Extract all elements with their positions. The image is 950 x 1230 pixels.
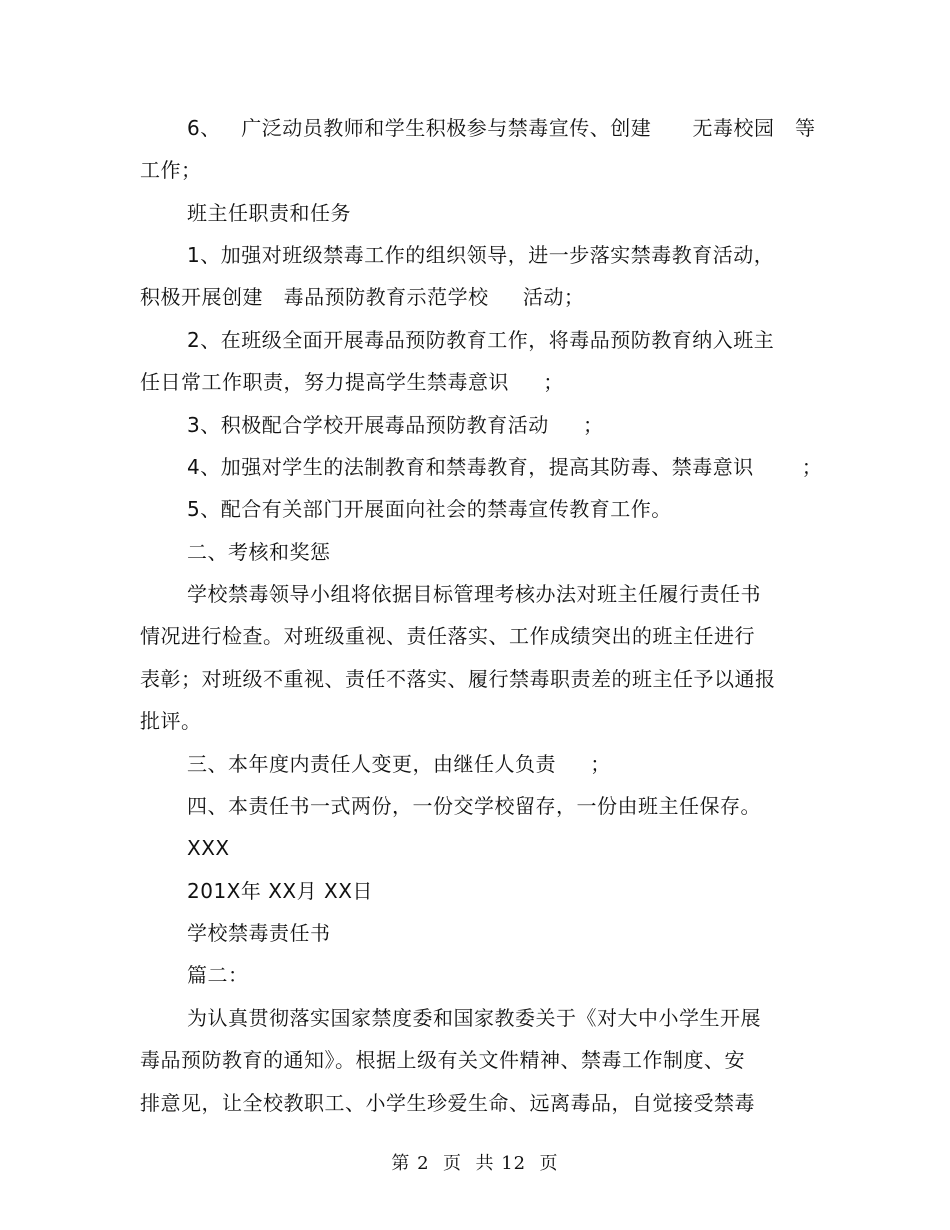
signature-name: XXX [187, 836, 230, 860]
section-heading: 班主任职责和任务 [187, 201, 351, 225]
signature-date: 201X年 XX月 XX日 [187, 879, 373, 903]
text-line: 6、 广泛动员教师和学生积极参与禁毒宣传、创建 无毒校园 等 [187, 116, 816, 140]
text-line: 毒品预防教育的通知》。根据上级有关文件精神、禁毒工作制度、安 [140, 1048, 745, 1072]
text-line: 1、加强对班级禁毒工作的组织领导，进一步落实禁毒教育活动， [187, 243, 775, 267]
text-line: 工作； [140, 158, 202, 182]
text-line: 四、本责任书一式两份，一份交学校留存，一份由班主任保存。 [187, 794, 761, 818]
text-line: 积极开展创建 毒品预防教育示范学校 活动； [140, 285, 585, 309]
text-line: 批评。 [140, 709, 202, 733]
page-number-footer: 第 2 页 共 12 页 [391, 1153, 559, 1174]
text-line: 排意见，让全校教职工、小学生珍爱生命、远离毒品，自觉接受禁毒 [140, 1091, 755, 1115]
text-line: 4、加强对学生的法制教育和禁毒教育，提高其防毒、禁毒意识 ； [187, 455, 823, 479]
section-heading: 篇二： [187, 963, 249, 987]
text-line: 3、积极配合学校开展毒品预防教育活动 ； [187, 413, 604, 437]
text-line: 任日常工作职责，努力提高学生禁毒意识 ； [140, 370, 564, 394]
text-line: 为认真贯彻落实国家禁度委和国家教委关于《对大中小学生开展 [187, 1006, 761, 1030]
text-line: 学校禁毒领导小组将依据目标管理考核办法对班主任履行责任书 [187, 582, 761, 606]
text-line: 5、配合有关部门开展面向社会的禁毒宣传教育工作。 [187, 497, 672, 521]
text-line: 表彰；对班级不重视、责任不落实、履行禁毒职责差的班主任予以通报 [140, 667, 776, 691]
text-line: 2、在班级全面开展毒品预防教育工作，将毒品预防教育纳入班主 [187, 328, 775, 352]
text-line: 情况进行检查。对班级重视、责任落实、工作成绩突出的班主任进行 [140, 624, 755, 648]
document-title: 学校禁毒责任书 [187, 921, 331, 945]
text-line: 三、本年度内责任人变更，由继任人负责 ； [187, 752, 611, 776]
section-heading: 二、考核和奖惩 [187, 540, 331, 564]
